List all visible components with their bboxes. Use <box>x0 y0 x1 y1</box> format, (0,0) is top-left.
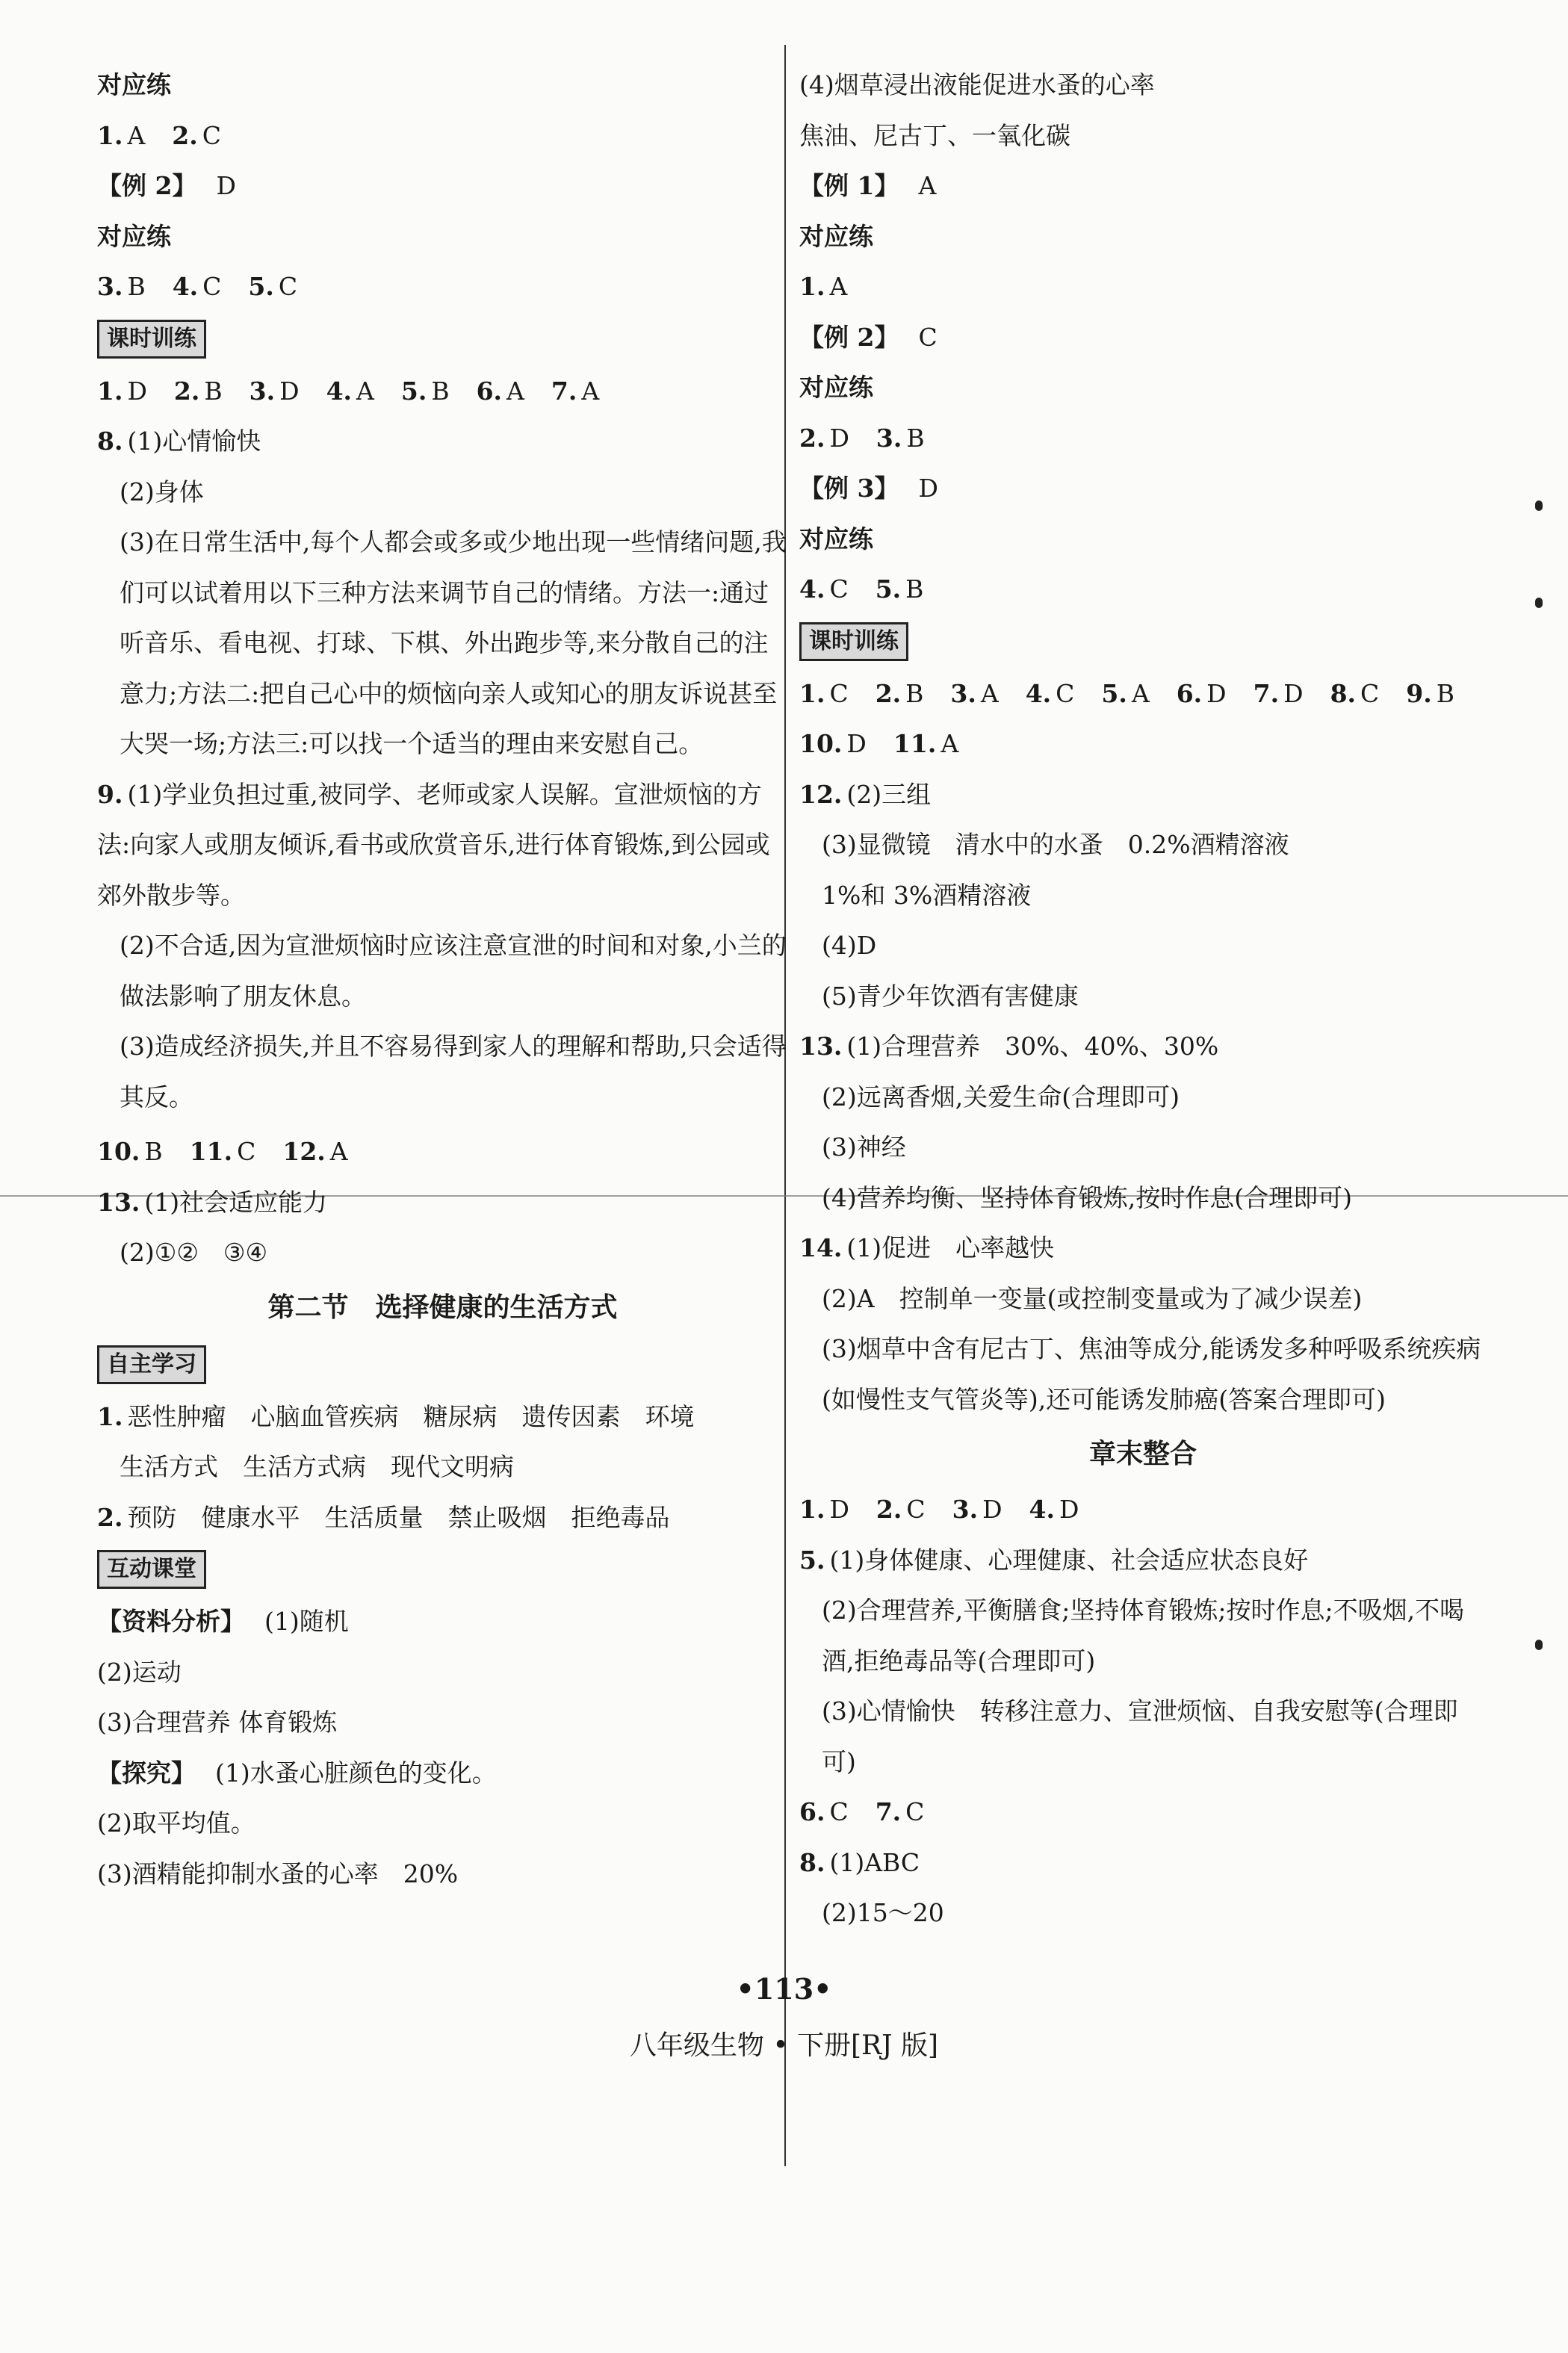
answer-value: A <box>941 729 959 758</box>
answer-value: A <box>329 1137 348 1166</box>
answer-text: 焦油、尼古丁、一氧化碳 <box>799 120 1070 150</box>
answer-value: D <box>279 376 300 406</box>
answer-line <box>97 416 788 467</box>
question-number: 1. <box>799 678 825 708</box>
answer-value: C <box>1360 678 1380 708</box>
section-title: 章末整合 <box>1088 1439 1197 1469</box>
answer-value: C <box>278 272 298 301</box>
interactive-class-box: 互动课堂 <box>97 1550 206 1589</box>
practice-heading: 对应练 <box>97 70 171 99</box>
answer-value: A <box>918 171 937 200</box>
answer-text: 预防 健康水平 生活质量 禁止吸烟 拒绝毒品 <box>127 1502 670 1532</box>
answer-value: A <box>829 272 848 301</box>
answer-value: B <box>1436 678 1454 708</box>
question-number: 1. <box>97 1401 123 1431</box>
answer-text: (3)显微镜 清水中的水蚤 0.2%酒精溶液 <box>822 830 1289 859</box>
answer-line <box>799 1838 1487 1888</box>
question-number: 11. <box>893 729 937 758</box>
answer-line <box>799 669 1487 719</box>
answer-value: A <box>980 678 999 708</box>
question-number: 4. <box>172 272 199 301</box>
answer-value: C <box>1056 678 1075 708</box>
answer-text: (3)合理营养 体育锻炼 <box>97 1708 338 1737</box>
answer-value: C <box>237 1137 256 1166</box>
question-number: 13. <box>799 1032 843 1061</box>
answer-line <box>97 1748 788 1799</box>
answer-text: (1)社会适应能力 <box>144 1187 328 1217</box>
answer-line <box>97 366 788 417</box>
answer-text: (2)A 控制单一变量(或控制变量或为了减少误差) <box>822 1283 1363 1313</box>
answer-text: (1)水蚤心脏颜色的变化。 <box>215 1758 497 1788</box>
answer-value: D <box>846 729 867 758</box>
answer-paragraph <box>97 769 788 921</box>
answer-line <box>799 413 1487 464</box>
question-number: 3. <box>876 423 902 453</box>
answer-text: (2)运动 <box>97 1657 182 1687</box>
answer-line <box>799 719 1487 769</box>
question-number: 2. <box>799 423 825 453</box>
answer-line <box>799 769 1487 820</box>
question-number: 12. <box>799 779 843 809</box>
answer-text: (2)远离香烟,关爱生命(合理即可) <box>822 1082 1180 1112</box>
example-line <box>799 463 1487 514</box>
answer-line <box>799 1484 1487 1535</box>
answer-value: C <box>829 1797 849 1826</box>
answer-paragraph: (3)烟草中含有尼古丁、焦油等成分,能诱发多种呼吸系统疾病(如慢性支气管炎等),还可能诱发肺癌(答案合理即可) <box>822 1334 1481 1414</box>
question-number: 6. <box>1176 678 1203 708</box>
question-number: 9. <box>1406 678 1432 708</box>
section-title: 第二节 选择健康的生活方式 <box>267 1292 618 1323</box>
question-number: 3. <box>952 1495 979 1524</box>
question-number: 1. <box>97 120 123 150</box>
question-number: 4. <box>1029 1495 1055 1524</box>
practice-heading: 对应练 <box>97 221 171 251</box>
lesson-training-box: 课时训练 <box>97 320 206 359</box>
answer-text: (1)促进 心率越快 <box>846 1233 1055 1262</box>
answer-text: (1)学业负担过重,被同学、老师或家人误解。宣泄烦恼的方法:向家人或朋友倾诉,看书或欣赏音乐,进行体育锻炼,到公园或郊外散步等。 <box>97 779 770 910</box>
scan-speck <box>1535 1640 1543 1650</box>
answer-paragraph: (3)心情愉快 转移注意力、宣泄烦恼、自我安慰等(合理即可) <box>822 1696 1458 1776</box>
answer-text: (1)ABC <box>829 1847 920 1877</box>
question-number: 2. <box>172 120 198 150</box>
answer-text: 恶性肿瘤 心脑血管疾病 糖尿病 遗传因素 环境 <box>127 1401 695 1431</box>
question-number: 7. <box>875 1797 902 1826</box>
question-number: 1. <box>97 376 123 406</box>
answer-value: D <box>127 376 147 406</box>
question-number: 4. <box>326 376 353 406</box>
answer-line <box>799 1021 1487 1072</box>
question-number: 4. <box>799 574 825 604</box>
answer-value: D <box>1206 678 1227 708</box>
answer-text: (2)15～20 <box>822 1898 944 1927</box>
answer-text: (1)随机 <box>264 1607 349 1636</box>
question-number: 7. <box>1253 678 1280 708</box>
question-number: 9. <box>97 779 123 809</box>
page-number: •113• <box>736 1972 832 2006</box>
left-column <box>97 60 788 1899</box>
answer-line <box>97 1492 788 1543</box>
answer-value: D <box>918 474 938 503</box>
example-label: 【例 2】 <box>97 171 197 200</box>
question-number: 8. <box>97 427 123 456</box>
question-number: 14. <box>799 1233 843 1262</box>
question-number: 1. <box>799 272 825 301</box>
answer-value: A <box>506 376 524 406</box>
example-label: 【资料分析】 <box>97 1607 245 1636</box>
answer-text: (2)三组 <box>846 779 932 809</box>
question-number: 11. <box>189 1137 233 1166</box>
question-number: 6. <box>799 1797 825 1826</box>
answer-value: D <box>1283 678 1304 708</box>
answer-text: (2)身体 <box>120 477 204 506</box>
lesson-training-box: 课时训练 <box>799 622 908 661</box>
answer-value: D <box>829 1495 849 1524</box>
answer-text: (5)青少年饮酒有害健康 <box>822 981 1079 1011</box>
answer-value: A <box>1131 678 1150 708</box>
answer-value: B <box>905 678 924 708</box>
question-number: 3. <box>97 272 123 301</box>
answer-line <box>799 1223 1487 1274</box>
answer-value: B <box>204 376 223 406</box>
example-label: 【例 3】 <box>799 474 899 503</box>
question-number: 7. <box>551 376 577 406</box>
answer-line <box>97 1177 788 1228</box>
question-number: 6. <box>476 376 503 406</box>
question-number: 2. <box>875 678 902 708</box>
answer-value: C <box>829 574 849 604</box>
question-number: 1. <box>799 1495 825 1524</box>
answer-line <box>97 111 788 161</box>
answer-value: B <box>127 272 146 301</box>
question-number: 5. <box>248 272 274 301</box>
question-number: 8. <box>799 1847 825 1877</box>
example-line <box>97 161 788 211</box>
answer-text: (4)营养均衡、坚持体育锻炼,按时作息(合理即可) <box>822 1182 1352 1212</box>
question-number: 10. <box>799 729 843 758</box>
right-column <box>799 60 1487 1938</box>
answer-value: D <box>982 1495 1003 1524</box>
answer-text: (1)身体健康、心理健康、社会适应状态良好 <box>829 1545 1309 1575</box>
practice-heading: 对应练 <box>799 221 873 251</box>
answer-line <box>97 1126 788 1177</box>
question-number: 5. <box>875 574 902 604</box>
answer-line <box>97 1392 788 1442</box>
answer-value: C <box>202 272 222 301</box>
question-number: 3. <box>249 376 276 406</box>
question-number: 2. <box>97 1502 123 1532</box>
practice-heading: 对应练 <box>799 373 873 402</box>
answer-text: (3)神经 <box>822 1132 906 1162</box>
answer-line <box>799 1787 1487 1838</box>
answer-value: B <box>431 376 450 406</box>
book-label: 八年级生物 • 下册[RJ 版] <box>629 2030 939 2061</box>
example-label: 【探究】 <box>97 1758 196 1788</box>
question-number: 12. <box>282 1137 326 1166</box>
answer-value: C <box>906 1495 926 1524</box>
practice-heading: 对应练 <box>799 524 873 554</box>
answer-line <box>97 1596 788 1647</box>
answer-paragraph: (2)合理营养,平衡膳食;坚持体育锻炼;按时作息;不吸烟,不喝酒,拒绝毒品等(合理即可) <box>822 1596 1465 1675</box>
answer-text: (4)D <box>822 931 877 960</box>
answer-text: (3)酒精能抑制水蚤的心率 20% <box>97 1858 459 1888</box>
answer-value: D <box>216 171 236 200</box>
answer-text: (2)取平均值。 <box>97 1808 255 1838</box>
answer-text: (2)①② ③④ <box>120 1238 268 1267</box>
example-line <box>799 312 1487 363</box>
answer-text: (1)合理营养 30%、40%、30% <box>846 1032 1219 1061</box>
question-number: 4. <box>1025 678 1052 708</box>
question-number: 8. <box>1330 678 1357 708</box>
answer-value: A <box>127 120 146 150</box>
answer-value: D <box>1059 1495 1079 1524</box>
question-number: 5. <box>799 1545 825 1575</box>
answer-text: (4)烟草浸出液能促进水蚤的心率 <box>799 70 1155 99</box>
question-number: 2. <box>876 1495 902 1524</box>
answer-value: C <box>202 120 221 150</box>
scan-speck <box>1535 598 1543 608</box>
answer-value: B <box>906 423 925 453</box>
answer-paragraph: (3)在日常生活中,每个人都会或多或少地出现一些情绪问题,我们可以试着用以下三种方法来调节自己的情绪。方法一:通过听音乐、看电视、打球、下棋、外出跑步等,来分散自己的注意力;方法二:把自己心中的烦恼向亲人或知心的朋友诉说甚至大哭一场;方法三:可以找一个适当的理由来安慰自己。 <box>120 527 787 758</box>
answer-paragraph: (3)造成经济损失,并且不容易得到家人的理解和帮助,只会适得其反。 <box>120 1032 787 1112</box>
answer-line <box>799 261 1487 312</box>
question-number: 10. <box>97 1137 140 1166</box>
example-label: 【例 2】 <box>799 322 899 352</box>
question-number: 2. <box>173 376 200 406</box>
answer-value: C <box>918 322 938 352</box>
question-number: 13. <box>97 1187 140 1217</box>
self-study-box: 自主学习 <box>97 1345 206 1384</box>
question-number: 5. <box>400 376 427 406</box>
example-label: 【例 1】 <box>799 171 899 200</box>
answer-value: C <box>829 678 849 708</box>
answer-value: A <box>356 376 374 406</box>
example-line <box>799 161 1487 211</box>
answer-value: D <box>829 423 849 453</box>
answer-line <box>799 564 1487 615</box>
answer-text: 1%和 3%酒精溶液 <box>822 880 1032 910</box>
answer-text: (1)心情愉快 <box>127 427 261 456</box>
answer-line <box>799 1535 1487 1586</box>
question-number: 5. <box>1101 678 1127 708</box>
question-number: 3. <box>950 678 976 708</box>
answer-value: B <box>144 1137 163 1166</box>
answer-value: A <box>581 376 600 406</box>
answer-text: 生活方式 生活方式病 现代文明病 <box>120 1452 514 1481</box>
answer-paragraph: (2)不合适,因为宣泄烦恼时应该注意宣泄的时间和对象,小兰的做法影响了朋友休息。 <box>120 931 787 1011</box>
answer-line <box>97 261 788 312</box>
answer-value: C <box>905 1797 925 1826</box>
scan-speck <box>1535 500 1543 511</box>
answer-value: B <box>905 574 924 604</box>
